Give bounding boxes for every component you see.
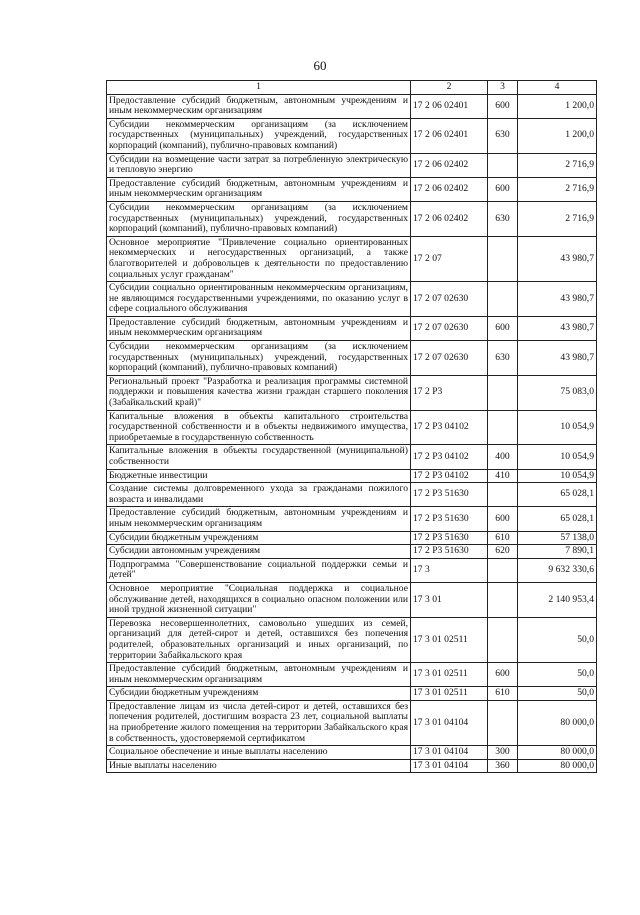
row-name-cell: Предоставление субсидий бюджетным, автономным учреждениям и иным некоммерческим организациям (107, 507, 411, 531)
row-expense-type-cell (488, 282, 518, 317)
table-row (107, 700, 597, 745)
row-code-cell: 17 2 06 02402 (411, 153, 488, 177)
row-code-cell: 17 2 P3 51630 (411, 507, 488, 531)
table-row (107, 201, 597, 236)
row-amount-cell: 65 028,1 (518, 507, 597, 531)
row-expense-type-cell (488, 617, 518, 662)
row-expense-type-cell: 630 (488, 201, 518, 236)
row-expense-type-cell: 600 (488, 177, 518, 201)
row-code-cell: 17 3 01 02511 (411, 687, 488, 701)
row-amount-cell: 50,0 (518, 687, 597, 701)
table-row (107, 177, 597, 201)
row-expense-type-cell: 630 (488, 118, 518, 153)
row-code-cell: 17 3 01 04104 (411, 746, 488, 760)
row-expense-type-cell: 620 (488, 545, 518, 559)
row-expense-type-cell (488, 700, 518, 745)
row-amount-cell: 80 000,0 (518, 700, 597, 745)
row-code-cell: 17 3 01 04104 (411, 700, 488, 745)
row-name-cell: Перевозка несовершеннолетних, самовольно ушедших из семей, организаций для детей-сирот и детей, оставшихся без попечения родителей, образовательных организаций и иных организаций, по территории Забайкальского края (107, 617, 411, 662)
table-row (107, 759, 597, 773)
row-code-cell: 17 2 P3 04102 (411, 469, 488, 483)
table-row (107, 282, 597, 317)
row-amount-cell: 43 980,7 (518, 341, 597, 376)
table-row (107, 663, 597, 687)
row-name-cell: Создание системы долговременного ухода за гражданами пожилого возраста и инвалидами (107, 483, 411, 507)
row-code-cell: 17 2 06 02402 (411, 177, 488, 201)
row-amount-cell: 2 140 953,4 (518, 582, 597, 617)
row-code-cell: 17 2 P3 04102 (411, 410, 488, 445)
row-code-cell: 17 2 06 02401 (411, 94, 488, 118)
row-code-cell: 17 2 07 (411, 236, 488, 281)
row-expense-type-cell: 600 (488, 507, 518, 531)
row-expense-type-cell (488, 558, 518, 582)
row-name-cell: Социальное обеспечение и иные выплаты населению (107, 746, 411, 760)
row-name-cell: Субсидии на возмещение части затрат за потребленную электрическую и тепловую энергию (107, 153, 411, 177)
row-amount-cell: 43 980,7 (518, 236, 597, 281)
row-amount-cell: 2 716,9 (518, 177, 597, 201)
row-name-cell: Субсидии автономным учреждениям (107, 545, 411, 559)
row-name-cell: Субсидии некоммерческим организациям (за исключением государственных (муниципальных) учреждений, государственных корпораций (компаний), публично-правовых компаний) (107, 201, 411, 236)
row-expense-type-cell: 610 (488, 531, 518, 545)
row-amount-cell: 43 980,7 (518, 316, 597, 340)
row-expense-type-cell: 410 (488, 469, 518, 483)
column-header-1: 1 (107, 81, 411, 95)
row-name-cell: Предоставление субсидий бюджетным, автономным учреждениям и иным некоммерческим организациям (107, 316, 411, 340)
row-amount-cell: 75 083,0 (518, 375, 597, 410)
row-expense-type-cell (488, 236, 518, 281)
row-amount-cell: 43 980,7 (518, 282, 597, 317)
row-expense-type-cell: 600 (488, 94, 518, 118)
row-amount-cell: 2 716,9 (518, 201, 597, 236)
row-amount-cell: 1 200,0 (518, 118, 597, 153)
table-row (107, 746, 597, 760)
row-amount-cell: 65 028,1 (518, 483, 597, 507)
row-expense-type-cell: 360 (488, 759, 518, 773)
row-expense-type-cell (488, 483, 518, 507)
table-row (107, 410, 597, 445)
table-row (107, 341, 597, 376)
row-name-cell: Субсидии некоммерческим организациям (за исключением государственных (муниципальных) учреждений, государственных корпораций (компаний), публично-правовых компаний) (107, 341, 411, 376)
row-name-cell: Бюджетные инвестиции (107, 469, 411, 483)
row-name-cell: Предоставление субсидий бюджетным, автономным учреждениям и иным некоммерческим организациям (107, 94, 411, 118)
table-row (107, 316, 597, 340)
table-row (107, 153, 597, 177)
row-amount-cell: 80 000,0 (518, 759, 597, 773)
row-amount-cell: 1 200,0 (518, 94, 597, 118)
table-row (107, 582, 597, 617)
row-code-cell: 17 2 06 02401 (411, 118, 488, 153)
table-row (107, 118, 597, 153)
row-code-cell: 17 2 06 02402 (411, 201, 488, 236)
table-body (107, 94, 597, 773)
row-name-cell: Капитальные вложения в объекты капитального строительства государственной собственности и в объекты недвижимого имущества, приобретаемые в государственную собственность (107, 410, 411, 445)
row-amount-cell: 7 890,1 (518, 545, 597, 559)
row-name-cell: Предоставление субсидий бюджетным, автономным учреждениям и иным некоммерческим организациям (107, 663, 411, 687)
table-row (107, 94, 597, 118)
row-code-cell: 17 3 01 04104 (411, 759, 488, 773)
table-row (107, 531, 597, 545)
row-code-cell: 17 2 07 02630 (411, 316, 488, 340)
table-row (107, 545, 597, 559)
row-code-cell: 17 2 P3 51630 (411, 545, 488, 559)
row-code-cell: 17 3 (411, 558, 488, 582)
page-number: 60 (313, 58, 327, 73)
row-expense-type-cell: 400 (488, 445, 518, 469)
table-row (107, 558, 597, 582)
row-expense-type-cell: 300 (488, 746, 518, 760)
row-amount-cell: 10 054,9 (518, 445, 597, 469)
row-expense-type-cell: 630 (488, 341, 518, 376)
table-row (107, 445, 597, 469)
row-name-cell: Основное мероприятие "Привлечение социально ориентированных некоммерческих и негосударственных организаций, а также благотворителей и добровольцев к деятельности по предоставлению социальных услуг гражданам" (107, 236, 411, 281)
column-header-2: 2 (411, 81, 488, 95)
row-expense-type-cell (488, 153, 518, 177)
table-row (107, 687, 597, 701)
row-amount-cell: 80 000,0 (518, 746, 597, 760)
table-row (107, 617, 597, 662)
row-name-cell: Предоставление лицам из числа детей-сирот и детей, оставшихся без попечения родителей, достигшим возраста 23 лет, социальной выплаты на приобретение жилого помещения на территории Забайкальского края в собственность, удостоверяемой сертификатом (107, 700, 411, 745)
column-header-4: 4 (518, 81, 597, 95)
column-header-3: 3 (488, 81, 518, 95)
row-expense-type-cell (488, 582, 518, 617)
row-code-cell: 17 3 01 02511 (411, 617, 488, 662)
row-code-cell: 17 3 01 (411, 582, 488, 617)
table-row (107, 375, 597, 410)
row-code-cell: 17 2 P3 51630 (411, 531, 488, 545)
row-amount-cell: 9 632 330,6 (518, 558, 597, 582)
row-name-cell: Подпрограмма "Совершенствование социальной поддержки семьи и детей" (107, 558, 411, 582)
row-amount-cell: 10 054,9 (518, 410, 597, 445)
table-row (107, 236, 597, 281)
row-name-cell: Иные выплаты населению (107, 759, 411, 773)
row-amount-cell: 50,0 (518, 663, 597, 687)
row-amount-cell: 50,0 (518, 617, 597, 662)
row-code-cell: 17 2 07 02630 (411, 341, 488, 376)
table-row (107, 483, 597, 507)
row-code-cell: 17 2 07 02630 (411, 282, 488, 317)
row-code-cell: 17 2 P3 51630 (411, 483, 488, 507)
row-code-cell: 17 3 01 02511 (411, 663, 488, 687)
row-expense-type-cell: 600 (488, 316, 518, 340)
row-amount-cell: 57 138,0 (518, 531, 597, 545)
row-name-cell: Капитальные вложения в объекты государственной (муниципальной) собственности (107, 445, 411, 469)
budget-table (106, 80, 597, 773)
row-expense-type-cell: 600 (488, 663, 518, 687)
row-name-cell: Основное мероприятие "Социальная поддержка и социальное обслуживание детей, находящихся в социально опасном положении или иной трудной жизненной ситуации" (107, 582, 411, 617)
row-expense-type-cell: 610 (488, 687, 518, 701)
row-amount-cell: 10 054,9 (518, 469, 597, 483)
table-header-row (107, 81, 597, 95)
row-name-cell: Субсидии некоммерческим организациям (за исключением государственных (муниципальных) учреждений, государственных корпораций (компаний), публично-правовых компаний) (107, 118, 411, 153)
row-code-cell: 17 2 P3 04102 (411, 445, 488, 469)
row-name-cell: Субсидии бюджетным учреждениям (107, 531, 411, 545)
row-amount-cell: 2 716,9 (518, 153, 597, 177)
table-row (107, 469, 597, 483)
row-code-cell: 17 2 P3 (411, 375, 488, 410)
row-name-cell: Региональный проект "Разработка и реализация программы системной поддержки и повышения качества жизни граждан старшего поколения (Забайкальский край)" (107, 375, 411, 410)
table-row (107, 507, 597, 531)
row-expense-type-cell (488, 410, 518, 445)
row-name-cell: Предоставление субсидий бюджетным, автономным учреждениям и иным некоммерческим организациям (107, 177, 411, 201)
row-expense-type-cell (488, 375, 518, 410)
row-name-cell: Субсидии социально ориентированным некоммерческим организациям, не являющимся государственными учреждениями, по оказанию услуг в сфере социального обслуживания (107, 282, 411, 317)
row-name-cell: Субсидии бюджетным учреждениям (107, 687, 411, 701)
